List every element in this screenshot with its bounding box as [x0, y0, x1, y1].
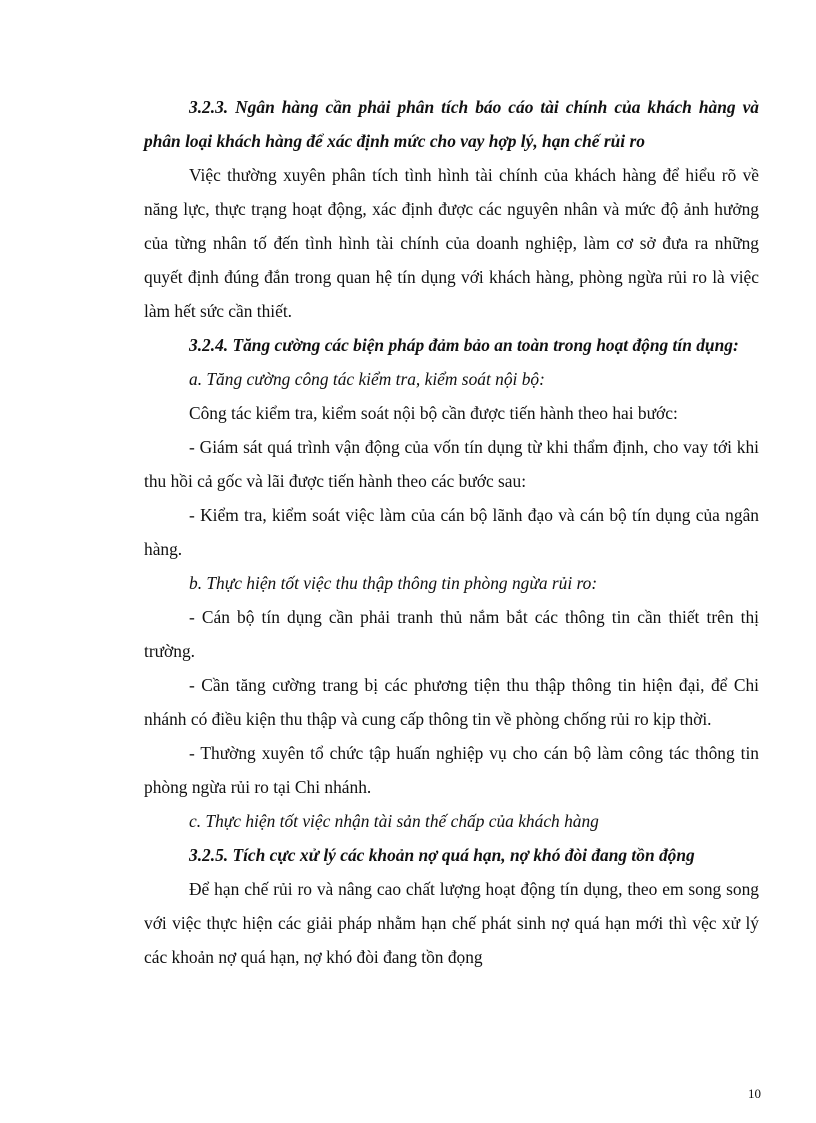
section-heading-3-2-3: 3.2.3. Ngân hàng cần phải phân tích báo cáo tài chính của khách hàng và phân loại khách hàng để xác định mức cho vay hợp lý, hạn chế rủi ro: [144, 97, 759, 151]
paragraph: Công tác kiểm tra, kiểm soát nội bộ cần được tiến hành theo hai bước:: [189, 403, 678, 423]
section-heading-3-2-4: 3.2.4. Tăng cường các biện pháp đảm bảo an toàn trong hoạt động tín dụng:: [189, 335, 739, 355]
page-number: 10: [748, 1086, 761, 1101]
list-item: - Kiểm tra, kiểm soát việc làm của cán bộ lãnh đạo và cán bộ tín dụng của ngân hàng.: [144, 505, 759, 559]
list-item: - Cán bộ tín dụng cần phải tranh thủ nắm bắt các thông tin cần thiết trên thị trường.: [144, 607, 759, 661]
paragraph: Để hạn chế rủi ro và nâng cao chất lượng hoạt động tín dụng, theo em song song với việc thực hiện các giải pháp nhằm hạn chế phát sinh nợ quá hạn mới thì vệc xử lý các khoản nợ quá hạn, nợ khó đòi đang tồn đọng: [144, 879, 759, 967]
list-item: - Cần tăng cường trang bị các phương tiện thu thập thông tin hiện đại, để Chi nhánh có điều kiện thu thập và cung cấp thông tin về phòng chống rủi ro kịp thời.: [144, 675, 759, 729]
subheading-c: c. Thực hiện tốt việc nhận tài sản thế chấp của khách hàng: [189, 811, 599, 831]
page-body: [144, 90, 759, 974]
list-item: - Thường xuyên tổ chức tập huấn nghiệp vụ cho cán bộ làm công tác thông tin phòng ngừa rủi ro tại Chi nhánh.: [144, 743, 759, 797]
list-item: - Giám sát quá trình vận động của vốn tín dụng từ khi thẩm định, cho vay tới khi thu hồi cả gốc và lãi được tiến hành theo các bước sau:: [144, 437, 759, 491]
subheading-b: b. Thực hiện tốt việc thu thập thông tin phòng ngừa rủi ro:: [189, 573, 598, 593]
section-heading-3-2-5: 3.2.5. Tích cực xử lý các khoản nợ quá hạn, nợ khó đòi đang tồn động: [189, 845, 695, 865]
paragraph: Việc thường xuyên phân tích tình hình tài chính của khách hàng để hiểu rõ về năng lực, thực trạng hoạt động, xác định được các nguyên nhân và mức độ ảnh hưởng của từng nhân tố đến tình hình tài chính của doanh nghiệp, làm cơ sở đưa ra những quyết định đúng đắn trong quan hệ tín dụng với khách hàng, phòng ngừa rủi ro là việc làm hết sức cần thiết.: [144, 165, 759, 321]
subheading-a: a. Tăng cường công tác kiểm tra, kiểm soát nội bộ:: [189, 369, 545, 389]
